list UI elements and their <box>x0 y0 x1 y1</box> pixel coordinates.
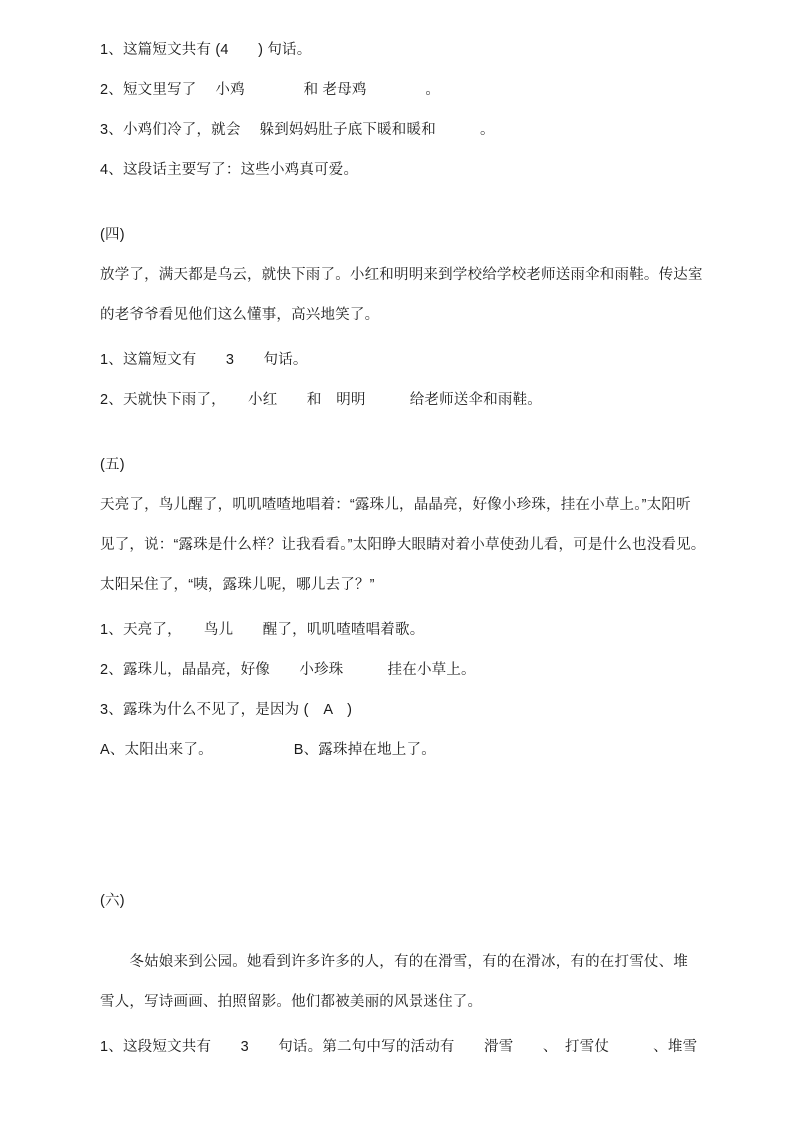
question-line: 3、小鸡们冷了，就会 躲到妈妈肚子底下暖和暖和 。 <box>100 122 495 138</box>
section-header: (五) <box>100 457 125 473</box>
question-line: 1、这篇短文共有 (4 ) 句话。 <box>100 42 312 58</box>
answer-options-line: A、太阳出来了。 B、露珠掉在地上了。 <box>100 742 436 758</box>
passage-line: 见了，说：“露珠是什么样？让我看看。”太阳睁大眼睛对着小草使劲儿看，可是什么也没看见。 <box>100 537 706 553</box>
section-six <box>100 881 740 1067</box>
section-header: (四) <box>100 227 125 243</box>
question-line: 1、这段短文共有 3 句话。第二句中写的活动有 滑雪 、 打雪仗 、堆雪 <box>100 1039 698 1055</box>
question-line: 1、天亮了， 鸟儿 醒了，叽叽喳喳唱着歌。 <box>100 622 425 638</box>
section-four <box>100 215 740 420</box>
section-five <box>100 445 740 770</box>
question-line: 2、露珠儿，晶晶亮，好像 小珍珠 挂在小草上。 <box>100 662 476 678</box>
passage-line: 雪人，写诗画画、拍照留影。他们都被美丽的风景迷住了。 <box>100 994 483 1010</box>
question-line: 2、短文里写了 小鸡 和 老母鸡 。 <box>100 82 441 98</box>
passage-line: 天亮了，鸟儿醒了，叽叽喳喳地唱着：“露珠儿，晶晶亮，好像小珍珠，挂在小草上。”太阳听 <box>100 497 691 513</box>
question-line: 1、这篇短文有 3 句话。 <box>100 352 308 368</box>
passage-line: 放学了，满天都是乌云，就快下雨了。小红和明明来到学校给学校老师送雨伞和雨鞋。传达室 <box>100 267 703 283</box>
question-line: 3、露珠为什么不见了，是因为 ( A ) <box>100 702 353 718</box>
section-header: (六) <box>100 893 125 909</box>
section-three-questions <box>100 30 740 190</box>
question-line: 4、这段话主要写了：这些小鸡真可爱。 <box>100 162 359 178</box>
question-line: 2、天就快下雨了， 小红 和 明明 给老师送伞和雨鞋。 <box>100 392 543 408</box>
passage-line: 的老爷爷看见他们这么懂事，高兴地笑了。 <box>100 307 380 323</box>
worksheet-content <box>100 30 740 1067</box>
passage-line: 太阳呆住了，“咦，露珠儿呢，哪儿去了？” <box>100 577 375 593</box>
passage-line: 冬姑娘来到公园。她看到许多许多的人，有的在滑雪，有的在滑冰，有的在打雪仗、堆 <box>100 954 688 970</box>
